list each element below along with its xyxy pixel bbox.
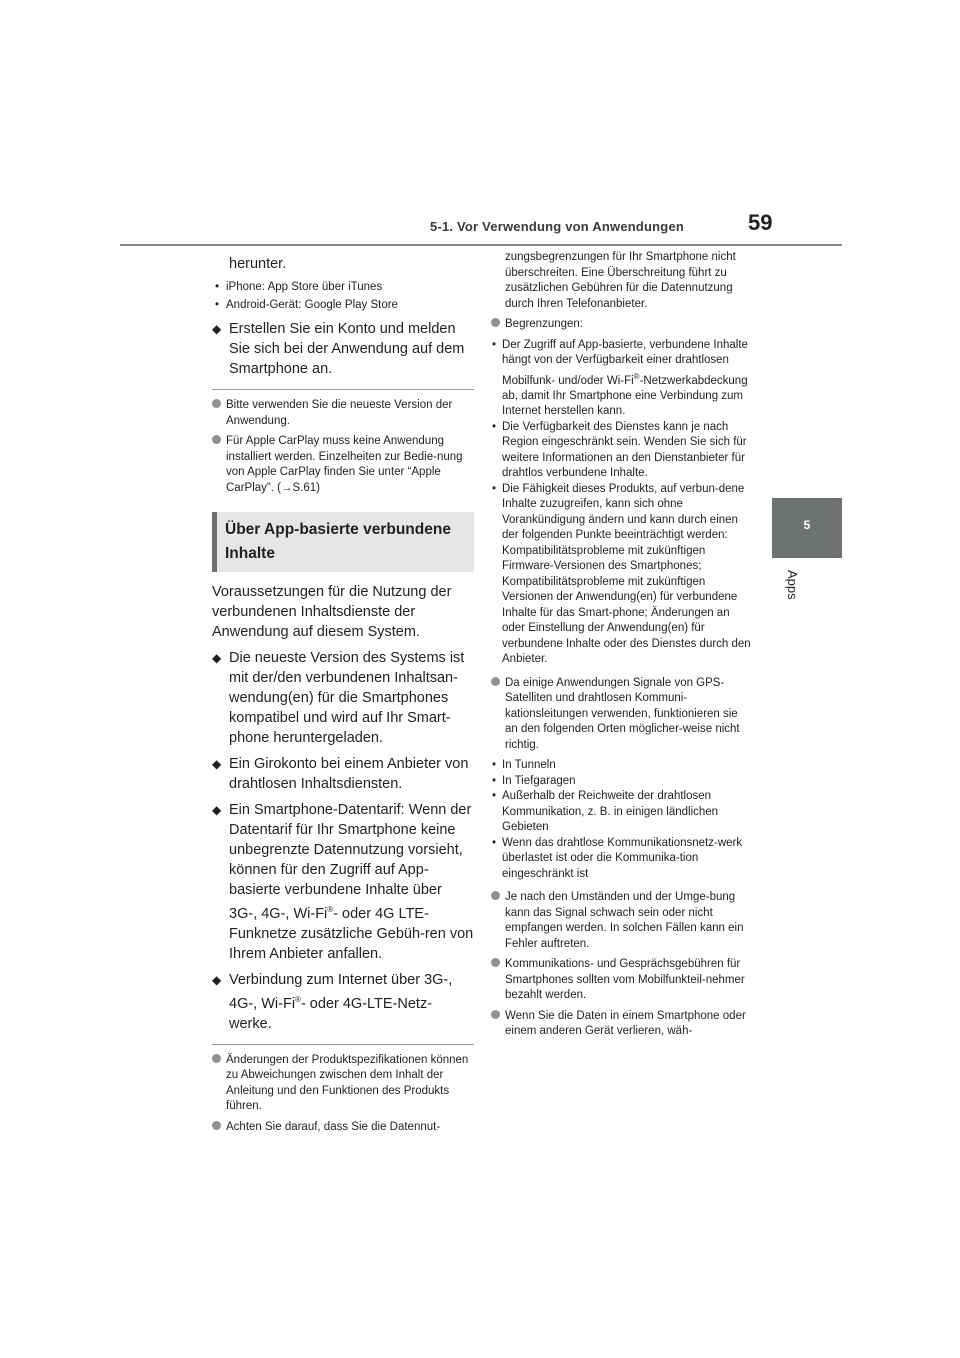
place-text: Außerhalb der Reichweite der drahtlosen Kommunikation, z. B. in einigen ländlichen Gebieten xyxy=(502,790,719,834)
diamond-bullet-icon: ◆ xyxy=(212,803,222,817)
limit-text: Der Zugriff auf App-basierte, verbundene Inhalte hängt von der Verfügbarkeit einer drahtlosen Mobilfunk- und/oder Wi-Fi xyxy=(502,338,748,387)
note-item xyxy=(491,957,753,1004)
place-text: In Tunneln xyxy=(502,759,556,772)
limit-item: • Die Verfügbarkeit des Dienstes kann je nach Region eingeschränkt sein. Wenden Sie sich für weitere Informationen an den Dienstanbieter für drahtlos verbundene Inhalte. xyxy=(492,420,747,480)
requirement-item xyxy=(212,800,474,964)
note-item xyxy=(491,676,753,754)
intro-text: Voraussetzungen für die Nutzung der verbundenen Inhaltsdienste der Anwendung auf diesem System. xyxy=(212,584,452,640)
registered-mark: ® xyxy=(633,371,640,381)
store-text: Android-Gerät: Google Play Store xyxy=(226,298,398,311)
requirement-text: - oder 4G LTE-Funknetze zusätzliche Gebüh-ren von Ihrem Anbieter anfallen. xyxy=(229,905,474,962)
requirement-text: Verbindung zum Internet über 3G-, 4G-, Wi-Fi xyxy=(229,971,453,1012)
page-number: 59 xyxy=(748,210,773,235)
note-bullet-icon xyxy=(491,891,500,900)
requirement-text: - oder 4G-LTE-Netz-werke. xyxy=(229,995,433,1032)
place-text: In Tiefgaragen xyxy=(502,774,576,787)
note-bullet-icon xyxy=(491,318,500,327)
limits-title: Begrenzungen: xyxy=(505,318,584,330)
diamond-bullet-icon: ◆ xyxy=(212,757,222,771)
diamond-bullet-icon: ◆ xyxy=(212,651,222,665)
requirement-text: Ein Girokonto bei einem Anbieter von drahtlosen Inhaltsdiensten. xyxy=(229,756,469,792)
place-item: • Wenn das drahtlose Kommunikationsnetz-werk überlastet ist oder die Kommunika-tion eingeschränkt ist xyxy=(492,836,743,880)
note-text: Wenn Sie die Daten in einem Smartphone oder einem anderen Gerät verlieren, wäh- xyxy=(505,1009,746,1038)
note-item xyxy=(212,1053,474,1115)
store-item: • Android-Gerät: Google Play Store xyxy=(215,298,398,311)
registered-mark: ® xyxy=(327,905,334,914)
note-bullet-icon xyxy=(212,399,221,408)
requirement-item xyxy=(212,970,474,1034)
note-bullet-icon xyxy=(491,677,500,686)
right-column xyxy=(491,250,753,1045)
continued-text: herunter. xyxy=(229,256,287,272)
limit-text: Die Fähigkeit dieses Produkts, auf verbun-dene Inhalte zuzugreifen, kann sich ohne Vorankündigung ändern und kann durch einen der folgenden Punkte beeinträchtigt werden: Kompatibilitätsprobleme mit zukünftigen Firmware-Versionen des Smartphones; Kompatibilitätsprobleme mit zukünftigen Versionen der Anwendung(en) für verbundene Inhalte für das Smart-phone; Änderungen an oder Einstellung der Anwendung(en) für verbundene Inhalte oder des Dienstes durch den Anbieter. xyxy=(502,482,751,666)
note-item xyxy=(491,1009,753,1040)
note-text: Je nach den Umständen und der Umge-bung kann das Signal schwach sein oder nicht empfangen werden. In solchen Fällen kann ein Fehler auftreten. xyxy=(505,891,744,950)
store-item: • iPhone: App Store über iTunes xyxy=(215,281,383,293)
note-text: Da einige Anwendungen Signale von GPS-Satelliten und drahtlosen Kommuni-kationsleitungen verwenden, funktionieren sie an den folgenden Orten möglicher-weise nicht richtig. xyxy=(505,676,740,751)
left-column xyxy=(212,250,474,1140)
section-title: 5-1. Vor Verwendung von Anwendungen xyxy=(430,219,685,234)
store-text: iPhone: App Store über iTunes xyxy=(226,281,383,293)
place-item: • Außerhalb der Reichweite der drahtlosen Kommunikation, z. B. in einigen ländlichen Gebieten xyxy=(492,790,719,834)
registered-mark: ® xyxy=(295,994,301,1004)
chapter-label: Apps xyxy=(785,570,800,600)
note-item xyxy=(491,890,753,952)
note-item xyxy=(212,1120,474,1136)
diamond-text: Erstellen Sie ein Konto und melden Sie sich bei der Anwendung auf dem Smartphone an. xyxy=(229,321,465,377)
requirement-text: Ein Smartphone-Datentarif: Wenn der Datentarif für Ihr Smartphone keine unbegrenzte Datennutzung vorsieht, können für den Zugriff auf App-basierte verbundene Inhalte über 3G-, 4G-, Wi-Fi xyxy=(229,802,472,922)
note-text: Achten Sie darauf, dass Sie die Datennut- xyxy=(226,1120,441,1133)
diamond-item xyxy=(212,319,474,379)
place-item: • In Tunneln xyxy=(492,759,556,772)
note-bullet-icon xyxy=(212,1054,221,1063)
note-text: Bitte verwenden Sie die neueste Version der Anwendung. xyxy=(226,399,453,427)
section-heading: Über App-basierte verbundene Inhalte xyxy=(212,512,474,572)
note-bullet-icon xyxy=(491,1010,500,1019)
note-text: Änderungen der Produktspezifikationen können zu Abweichungen zwischen dem Inhalt der Anleitung und den Funktionen des Produkts führen. xyxy=(226,1053,469,1113)
requirement-text: Die neueste Version des Systems ist mit der/den verbundenen Inhaltsan-wendung(en) für die Smartphones kompatibel und wird auf Ihr Smart-phone heruntergeladen. xyxy=(229,650,465,746)
place-text: Wenn das drahtlose Kommunikationsnetz-werk überlastet ist oder die Kommunika-tion eingeschränkt ist xyxy=(502,836,743,880)
note-text: Kommunikations- und Gesprächsgebühren für Smartphones sollten vom Mobilfunkteil-nehmer bezahlt werden. xyxy=(505,958,745,1002)
limit-text: Die Verfügbarkeit des Dienstes kann je nach Region eingeschränkt sein. Wenden Sie sich für weitere Informationen an den Dienstanbieter für drahtlos verbundene Inhalte. xyxy=(502,420,747,480)
chapter-number: 5 xyxy=(803,518,811,532)
note-bullet-icon xyxy=(212,1121,221,1130)
requirement-item xyxy=(212,648,474,748)
limit-text: -Netzwerkabdeckung ab, damit Ihr Smartphone eine Verbindung zum Internet herstellen kann. xyxy=(502,374,748,418)
note-item xyxy=(212,398,474,429)
note-bullet-icon xyxy=(212,435,221,444)
note-text: Für Apple CarPlay muss keine Anwendung installiert werden. Einzelheiten zur Bedie-nung von Apple CarPlay finden Sie unter “Apple CarPlay”. (→S.61) xyxy=(226,435,463,494)
limit-item: • Der Zugriff auf App-basierte, verbundene Inhalte hängt von der Verfügbarkeit einer drahtlosen Mobilfunk- und/oder Wi-Fi®-Netzwerkabdeckung ab, damit Ihr Smartphone eine Verbindung zum Internet herstellen kann. xyxy=(492,338,748,418)
note-item xyxy=(212,434,474,496)
note-divider xyxy=(212,389,474,390)
place-item: • In Tiefgaragen xyxy=(492,774,576,787)
limit-item: • Die Fähigkeit dieses Produkts, auf verbun-dene Inhalte zuzugreifen, kann sich ohne Vorankündigung ändern und kann durch einen der folgenden Punkte beeinträchtigt werden: Kompatibilitätsprobleme mit zukünftigen Firmware-Versionen des Smartphones; Kompatibilitätsprobleme mit zukünftigen Versionen der Anwendung(en) für verbundene Inhalte für das Smart-phone; Änderungen an oder Einstellung der Anwendung(en) für verbundene Inhalte oder des Dienstes durch den Anbieter. xyxy=(492,482,751,666)
requirement-item xyxy=(212,754,474,794)
continued-text: zungsbegrenzungen für Ihr Smartphone nicht überschreiten. Eine Überschreitung führt zu zusätzlichen Gebühren für die Datennutzung durch Ihren Telefonanbieter. xyxy=(505,251,736,310)
diamond-bullet-icon: ◆ xyxy=(212,322,222,336)
header-divider xyxy=(120,244,842,246)
note-bullet-icon xyxy=(491,958,500,967)
note-divider xyxy=(212,1044,474,1045)
note-item xyxy=(491,317,753,333)
diamond-bullet-icon: ◆ xyxy=(212,972,222,987)
